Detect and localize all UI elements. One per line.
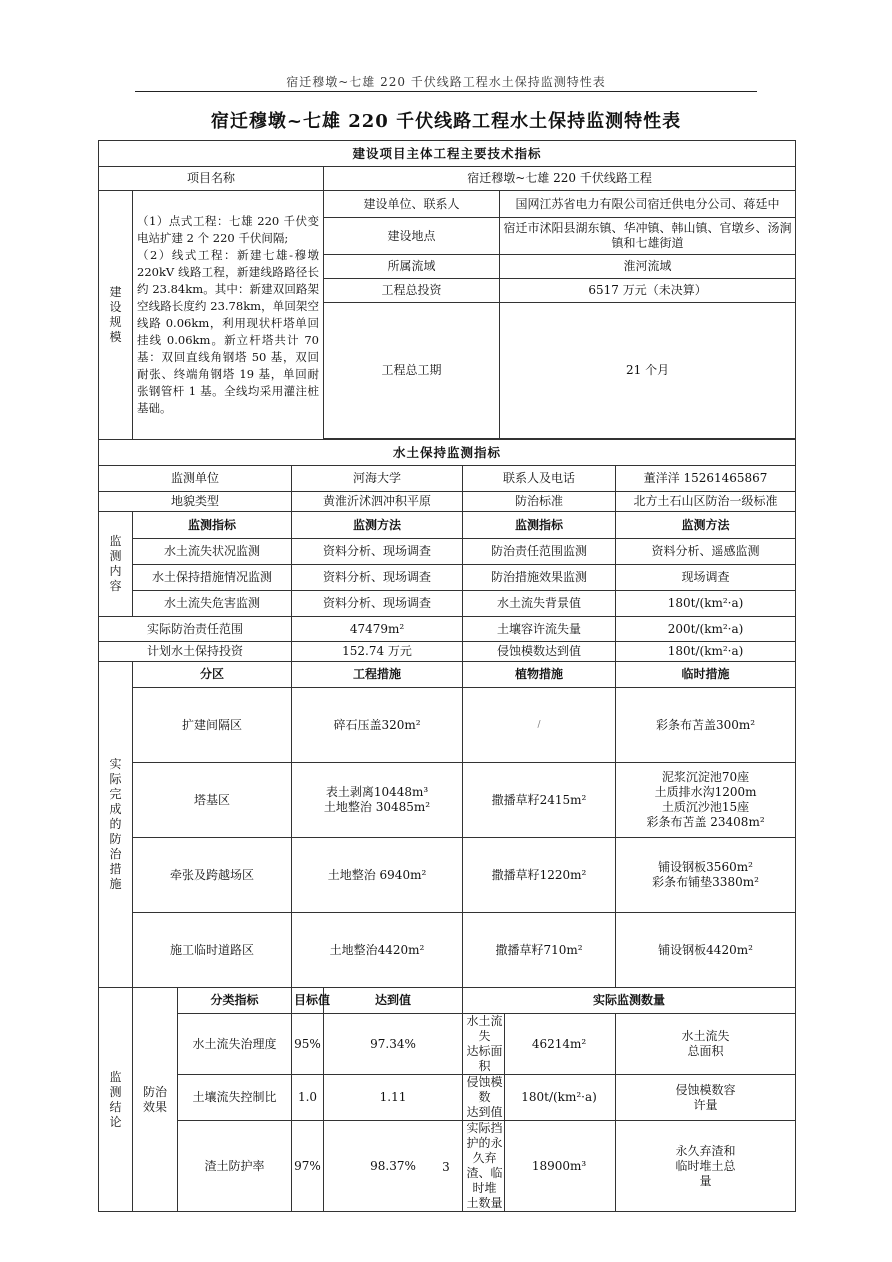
col-plant: 植物措施 [463, 662, 616, 688]
engineering-measure: 土地整治4420m² [292, 913, 463, 988]
temporary-measure: 彩条布苫盖300m² [616, 688, 796, 763]
measures-label: 实际完成的防治措施 [99, 662, 133, 988]
temporary-measure: 泥浆沉淀池70座 土质排水沟1200m 土质沉沙池15座 彩条布苫盖 23408m² [616, 763, 796, 838]
scale-label: 建设规模 [99, 191, 133, 440]
monitor-method: 资料分析、现场调查 [292, 539, 463, 565]
erosion-label: 侵蚀模数达到值 [463, 642, 616, 662]
erosion-value: 180t/(km²·a) [616, 642, 796, 662]
basin-label: 所属流域 [324, 255, 500, 279]
col-method-1: 监测方法 [292, 512, 463, 539]
monitor-indicator: 水土流失危害监测 [133, 591, 292, 617]
monitor-unit-value: 河海大学 [292, 466, 463, 492]
monitor-method: 资料分析、现场调查 [292, 591, 463, 617]
plant-measure: 撒播草籽1220m² [463, 838, 616, 913]
plant-measure: 撒播草籽2415m² [463, 763, 616, 838]
actual-value-1: 18900m³ [504, 1121, 613, 1211]
target-value: 97% [292, 1121, 324, 1212]
invest-label: 计划水土保持投资 [99, 642, 292, 662]
duration-value: 21 个月 [500, 303, 796, 439]
actual-key [463, 1014, 616, 1075]
col-indicator-1: 监测指标 [133, 512, 292, 539]
monitor-method: 资料分析、现场调查 [292, 565, 463, 591]
category-name: 水土流失治理度 [178, 1014, 292, 1075]
header-rule [135, 91, 757, 92]
achieved-value: 98.37% [324, 1121, 463, 1212]
investment-label: 工程总投资 [324, 279, 500, 303]
standard-label: 防治标准 [463, 492, 616, 512]
contact-label: 联系人及电话 [463, 466, 616, 492]
scope-value: 47479m² [292, 617, 463, 642]
conclusion-label: 监测结论 [99, 988, 133, 1212]
plant-measure: 撒播草籽710m² [463, 913, 616, 988]
invest-value: 152.74 万元 [292, 642, 463, 662]
standard-value: 北方土石山区防治一级标准 [616, 492, 796, 512]
project-name-value: 宿迁穆墩~七雄 220 千伏线路工程 [324, 167, 796, 191]
characteristics-table [98, 140, 796, 1212]
scope-label: 实际防治责任范围 [99, 617, 292, 642]
temporary-measure: 铺设钢板3560m² 彩条布铺垫3380m² [616, 838, 796, 913]
category-name: 土壤流失控制比 [178, 1075, 292, 1121]
engineering-measure: 土地整治 6940m² [292, 838, 463, 913]
actual-key-2-text: 水土流失 总面积 [681, 1029, 730, 1058]
monitor-indicator: 水土保持措施情况监测 [133, 565, 292, 591]
monitor-indicator: 防治责任范围监测 [463, 539, 616, 565]
achieved-value: 97.34% [324, 1014, 463, 1075]
actual-value-1: 46214m² [504, 1014, 613, 1074]
engineering-measure: 表土剥离10448m³ 土地整治 30485m² [292, 763, 463, 838]
allow-value: 200t/(km²·a) [616, 617, 796, 642]
monitor-indicator: 水土流失状况监测 [133, 539, 292, 565]
landform-value: 黄淮沂沭泗冲积平原 [292, 492, 463, 512]
monitor-method: 180t/(km²·a) [616, 591, 796, 617]
actual-key-1: 实际挡护的永 久弃渣、临时堆 土数量 [466, 1121, 503, 1210]
col-target: 目标值 [292, 988, 324, 1014]
project-name-label: 项目名称 [99, 167, 324, 191]
monitor-method: 资料分析、遥感监测 [616, 539, 796, 565]
basin-value: 淮河流域 [500, 255, 796, 279]
running-header: 宿迁穆墩~七雄 220 千伏线路工程水土保持监测特性表 [286, 75, 606, 89]
col-temporary: 临时措施 [616, 662, 796, 688]
achieved-value: 1.11 [324, 1075, 463, 1121]
target-value: 1.0 [292, 1075, 324, 1121]
monitor-unit-label: 监测单位 [99, 466, 292, 492]
zone-name: 牵张及跨越场区 [133, 838, 292, 913]
section-project-title: 建设项目主体工程主要技术指标 [99, 141, 796, 167]
category-name: 渣土防护率 [178, 1121, 292, 1212]
monitor-indicator: 防治措施效果监测 [463, 565, 616, 591]
col-method-2: 监测方法 [616, 512, 796, 539]
actual-key-1: 侵蚀模数 达到值 [466, 1075, 503, 1119]
engineering-measure: 碎石压盖320m² [292, 688, 463, 763]
col-zone: 分区 [133, 662, 292, 688]
location-value: 宿迁市沭阳县湖东镇、华冲镇、韩山镇、官墩乡、汤涧镇和七雄街道 [500, 218, 796, 255]
temporary-measure: 铺设钢板4420m² [616, 913, 796, 988]
effect-label: 防治效果 [133, 988, 178, 1212]
actual-key-2-text: 永久弃渣和 临时堆土总 量 [675, 1143, 736, 1188]
monitor-content-label: 监测内容 [99, 512, 133, 617]
actual-key-2 [616, 1075, 796, 1121]
target-value: 95% [292, 1014, 324, 1075]
plant-measure: / [463, 688, 616, 763]
actual-key [463, 1075, 616, 1121]
col-engineering: 工程措施 [292, 662, 463, 688]
monitor-indicator: 水土流失背景值 [463, 591, 616, 617]
zone-name: 扩建间隔区 [133, 688, 292, 763]
scale-description: （1）点式工程：七雄 220 千伏变电站扩建 2 个 220 千伏间隔; （2）线式工程：新建七雄-穆墩 220kV 线路工程，新建线路路径长约 23.84km。其中：新建双回路架空线路长度约 23.78km，单回架空线路 0.06km，利用现状杆塔单回挂线 0.06km。新立杆塔共计 70 基：双回直线角钢塔 50 基，双回耐张、终端角钢塔 19 基，单回耐张钢管杆 1 基。全线均采用灌注桩基础。 [133, 191, 324, 440]
actual-key-1: 水土流失 达标面积 [466, 1014, 503, 1073]
col-actual: 实际监测数量 [463, 988, 796, 1014]
unit-label: 建设单位、联系人 [324, 191, 500, 218]
document-title: 宿迁穆墩~七雄 220 千伏线路工程水土保持监测特性表 [210, 111, 682, 132]
unit-value: 国网江苏省电力有限公司宿迁供电分公司、蒋廷中 [500, 191, 796, 218]
zone-name: 塔基区 [133, 763, 292, 838]
investment-value: 6517 万元（未决算） [500, 279, 796, 303]
actual-key-2 [616, 1014, 796, 1075]
location-label: 建设地点 [324, 218, 500, 255]
landform-label: 地貌类型 [99, 492, 292, 512]
zone-name: 施工临时道路区 [133, 913, 292, 988]
duration-label: 工程总工期 [324, 303, 500, 439]
section-monitoring-title: 水土保持监测指标 [99, 440, 796, 466]
col-achieved: 达到值 [324, 988, 463, 1014]
page-number: 3 [442, 1160, 450, 1174]
allow-label: 土壤容许流失量 [463, 617, 616, 642]
actual-value-1: 180t/(km²·a) [504, 1075, 613, 1120]
col-category: 分类指标 [178, 988, 292, 1014]
col-indicator-2: 监测指标 [463, 512, 616, 539]
monitor-method: 现场调查 [616, 565, 796, 591]
contact-value: 董洋洋 15261465867 [616, 466, 796, 492]
actual-key-2-text: 侵蚀模数容 许量 [675, 1082, 736, 1112]
